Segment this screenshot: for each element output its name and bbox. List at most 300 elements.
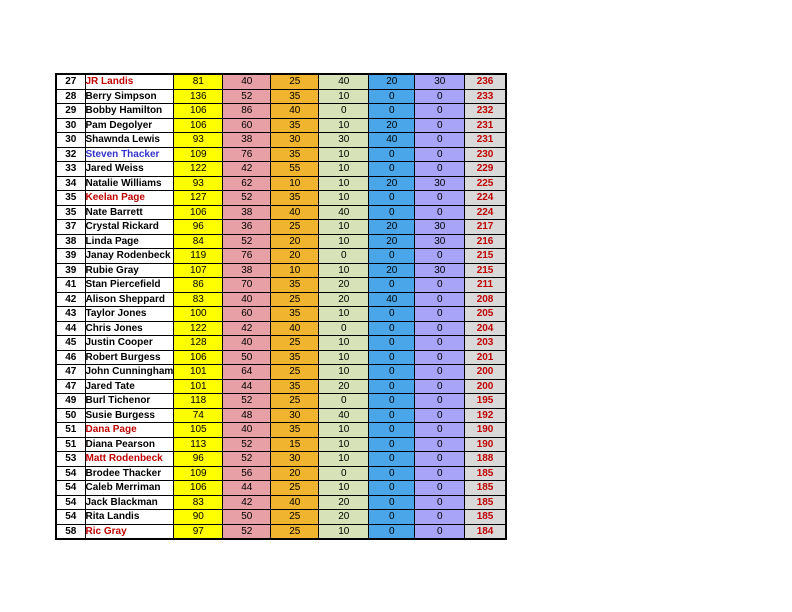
score-cell: 106	[174, 205, 223, 220]
score-cell: 122	[174, 162, 223, 177]
score-cell: 35	[271, 89, 319, 104]
rank-cell: 38	[56, 234, 85, 249]
score-cell: 25	[271, 292, 319, 307]
player-name-cell: Linda Page	[85, 234, 174, 249]
score-cell: 20	[319, 292, 369, 307]
total-cell: 233	[465, 89, 506, 104]
score-cell: 30	[271, 408, 319, 423]
score-cell: 0	[319, 394, 369, 409]
table-row	[56, 495, 506, 510]
rank-cell: 27	[56, 74, 85, 89]
rank-cell: 33	[56, 162, 85, 177]
score-cell: 36	[223, 220, 271, 235]
score-cell: 0	[415, 104, 465, 119]
player-name-cell: Natalie Williams	[85, 176, 174, 191]
table-row	[56, 133, 506, 148]
score-cell: 0	[415, 307, 465, 322]
score-cell: 60	[223, 118, 271, 133]
score-cell: 0	[369, 510, 415, 525]
table-row	[56, 321, 506, 336]
player-name-cell: Pam Degolyer	[85, 118, 174, 133]
player-name-cell: Jack Blackman	[85, 495, 174, 510]
rank-cell: 37	[56, 220, 85, 235]
table-row	[56, 452, 506, 467]
table-row	[56, 394, 506, 409]
score-cell: 93	[174, 133, 223, 148]
table-row	[56, 466, 506, 481]
score-cell: 0	[415, 278, 465, 293]
score-cell: 20	[369, 263, 415, 278]
score-cell: 128	[174, 336, 223, 351]
rank-cell: 58	[56, 524, 85, 539]
score-cell: 0	[415, 321, 465, 336]
rank-cell: 51	[56, 437, 85, 452]
score-cell: 0	[369, 437, 415, 452]
score-cell: 10	[319, 234, 369, 249]
player-name-cell: Brodee Thacker	[85, 466, 174, 481]
score-cell: 0	[369, 249, 415, 264]
score-cell: 40	[223, 423, 271, 438]
table-row	[56, 205, 506, 220]
total-cell: 231	[465, 118, 506, 133]
score-cell: 42	[223, 495, 271, 510]
total-cell: 232	[465, 104, 506, 119]
total-cell: 188	[465, 452, 506, 467]
score-cell: 30	[415, 176, 465, 191]
rank-cell: 47	[56, 379, 85, 394]
rank-cell: 29	[56, 104, 85, 119]
score-cell: 81	[174, 74, 223, 89]
score-cell: 0	[369, 321, 415, 336]
score-cell: 0	[319, 104, 369, 119]
score-cell: 0	[369, 466, 415, 481]
score-cell: 55	[271, 162, 319, 177]
score-cell: 40	[271, 495, 319, 510]
score-cell: 10	[319, 336, 369, 351]
score-cell: 74	[174, 408, 223, 423]
score-cell: 20	[369, 74, 415, 89]
player-name-cell: Ric Gray	[85, 524, 174, 539]
rank-cell: 45	[56, 336, 85, 351]
player-name-cell: John Cunningham	[85, 366, 174, 378]
score-cell: 44	[223, 481, 271, 496]
score-cell: 25	[271, 336, 319, 351]
score-cell: 0	[319, 466, 369, 481]
table-row	[56, 249, 506, 264]
total-cell: 230	[465, 147, 506, 162]
total-cell: 203	[465, 336, 506, 351]
score-cell: 0	[319, 249, 369, 264]
score-cell: 101	[174, 365, 223, 380]
score-cell: 0	[415, 510, 465, 525]
score-cell: 0	[369, 495, 415, 510]
score-cell: 0	[369, 162, 415, 177]
score-cell: 48	[223, 408, 271, 423]
table-row	[56, 176, 506, 191]
score-cell: 25	[271, 365, 319, 380]
rank-cell: 49	[56, 394, 85, 409]
player-name-cell: Steven Thacker	[85, 147, 174, 162]
score-cell: 0	[415, 147, 465, 162]
rank-cell: 50	[56, 408, 85, 423]
rank-cell: 34	[56, 176, 85, 191]
score-cell: 30	[415, 220, 465, 235]
player-name-cell: Diana Pearson	[85, 437, 174, 452]
score-cell: 30	[415, 234, 465, 249]
score-cell: 40	[319, 74, 369, 89]
score-cell: 86	[174, 278, 223, 293]
score-cell: 0	[369, 336, 415, 351]
score-cell: 0	[415, 524, 465, 539]
score-cell: 40	[223, 292, 271, 307]
score-cell: 25	[271, 394, 319, 409]
score-cell: 106	[174, 118, 223, 133]
total-cell: 215	[465, 263, 506, 278]
score-cell: 35	[271, 118, 319, 133]
score-cell: 0	[369, 524, 415, 539]
score-cell: 96	[174, 220, 223, 235]
score-cell: 30	[271, 133, 319, 148]
player-name-cell: Robert Burgess	[85, 350, 174, 365]
score-cell: 0	[369, 147, 415, 162]
score-cell: 15	[271, 437, 319, 452]
score-cell: 0	[415, 394, 465, 409]
player-name-cell: Jared Weiss	[85, 162, 174, 177]
score-cell: 10	[319, 307, 369, 322]
score-cell: 0	[369, 89, 415, 104]
score-cell: 97	[174, 524, 223, 539]
score-cell: 10	[319, 263, 369, 278]
total-cell: 204	[465, 321, 506, 336]
score-cell: 0	[369, 481, 415, 496]
total-cell: 225	[465, 176, 506, 191]
score-cell: 10	[319, 162, 369, 177]
score-cell: 107	[174, 263, 223, 278]
total-cell: 215	[465, 249, 506, 264]
score-cell: 0	[369, 452, 415, 467]
score-cell: 122	[174, 321, 223, 336]
table-row	[56, 307, 506, 322]
score-cell: 20	[369, 118, 415, 133]
score-cell: 60	[223, 307, 271, 322]
rank-cell: 39	[56, 249, 85, 264]
player-name-cell: Rita Landis	[85, 510, 174, 525]
score-cell: 0	[369, 278, 415, 293]
score-cell: 30	[415, 263, 465, 278]
score-cell: 83	[174, 495, 223, 510]
score-cell: 10	[319, 191, 369, 206]
score-cell: 20	[369, 234, 415, 249]
table-row	[56, 379, 506, 394]
total-cell: 231	[465, 133, 506, 148]
rank-cell: 53	[56, 452, 85, 467]
score-cell: 109	[174, 147, 223, 162]
score-cell: 25	[271, 220, 319, 235]
score-cell: 0	[369, 205, 415, 220]
total-cell: 205	[465, 307, 506, 322]
table-row	[56, 524, 506, 539]
score-cell: 0	[415, 162, 465, 177]
rank-cell: 39	[56, 263, 85, 278]
player-name-cell: Berry Simpson	[85, 89, 174, 104]
score-cell: 0	[415, 118, 465, 133]
score-cell: 50	[223, 510, 271, 525]
total-cell: 216	[465, 234, 506, 249]
score-cell: 56	[223, 466, 271, 481]
score-cell: 40	[271, 321, 319, 336]
total-cell: 184	[465, 524, 506, 539]
score-cell: 0	[415, 495, 465, 510]
rank-cell: 35	[56, 191, 85, 206]
score-cell: 0	[415, 191, 465, 206]
score-cell: 10	[319, 350, 369, 365]
score-cell: 25	[271, 74, 319, 89]
score-cell: 0	[319, 321, 369, 336]
table-row	[56, 234, 506, 249]
score-cell: 42	[223, 162, 271, 177]
score-cell: 119	[174, 249, 223, 264]
score-cell: 35	[271, 191, 319, 206]
player-name-cell: Janay Rodenbeck	[85, 249, 174, 264]
standings-table	[55, 73, 507, 540]
table-row	[56, 437, 506, 452]
player-name-cell: Matt Rodenbeck	[85, 452, 174, 467]
score-cell: 30	[415, 74, 465, 89]
table-row	[56, 162, 506, 177]
score-cell: 127	[174, 191, 223, 206]
total-cell: 190	[465, 423, 506, 438]
total-cell: 192	[465, 408, 506, 423]
score-cell: 10	[271, 263, 319, 278]
score-cell: 20	[319, 278, 369, 293]
score-cell: 0	[369, 408, 415, 423]
score-cell: 83	[174, 292, 223, 307]
score-cell: 93	[174, 176, 223, 191]
table-row	[56, 191, 506, 206]
score-cell: 10	[319, 89, 369, 104]
score-cell: 0	[415, 466, 465, 481]
score-cell: 30	[271, 452, 319, 467]
score-cell: 35	[271, 147, 319, 162]
score-cell: 30	[319, 133, 369, 148]
score-cell: 25	[271, 510, 319, 525]
standings-body	[56, 74, 506, 539]
score-cell: 0	[369, 350, 415, 365]
player-name-cell: Rubie Gray	[85, 263, 174, 278]
total-cell: 190	[465, 437, 506, 452]
score-cell: 52	[223, 394, 271, 409]
score-cell: 62	[223, 176, 271, 191]
score-cell: 0	[415, 249, 465, 264]
score-cell: 10	[319, 423, 369, 438]
rank-cell: 54	[56, 510, 85, 525]
rank-cell: 43	[56, 307, 85, 322]
player-name-cell: JR Landis	[85, 74, 174, 89]
score-cell: 105	[174, 423, 223, 438]
score-cell: 106	[174, 104, 223, 119]
score-cell: 52	[223, 191, 271, 206]
score-cell: 106	[174, 481, 223, 496]
score-cell: 101	[174, 379, 223, 394]
score-cell: 118	[174, 394, 223, 409]
score-cell: 20	[319, 495, 369, 510]
score-cell: 70	[223, 278, 271, 293]
score-cell: 40	[223, 336, 271, 351]
score-cell: 0	[415, 452, 465, 467]
player-name-cell: Justin Cooper	[85, 336, 174, 351]
score-cell: 0	[415, 437, 465, 452]
score-cell: 35	[271, 379, 319, 394]
rank-cell: 46	[56, 350, 85, 365]
score-cell: 38	[223, 263, 271, 278]
score-cell: 35	[271, 423, 319, 438]
score-cell: 113	[174, 437, 223, 452]
score-cell: 52	[223, 89, 271, 104]
player-name-cell: Burl Tichenor	[85, 394, 174, 409]
score-cell: 76	[223, 249, 271, 264]
total-cell: 185	[465, 495, 506, 510]
table-row	[56, 292, 506, 307]
total-cell: 229	[465, 162, 506, 177]
score-cell: 40	[319, 205, 369, 220]
score-cell: 90	[174, 510, 223, 525]
player-name-cell: Taylor Jones	[85, 307, 174, 322]
score-cell: 40	[271, 205, 319, 220]
score-cell: 40	[271, 104, 319, 119]
rank-cell: 54	[56, 466, 85, 481]
score-cell: 40	[223, 74, 271, 89]
score-cell: 20	[319, 510, 369, 525]
rank-cell: 30	[56, 133, 85, 148]
total-cell: 195	[465, 394, 506, 409]
score-cell: 20	[271, 234, 319, 249]
score-cell: 20	[319, 379, 369, 394]
score-cell: 40	[319, 408, 369, 423]
player-name-cell: Shawnda Lewis	[85, 133, 174, 148]
score-cell: 0	[369, 379, 415, 394]
player-name-cell: Caleb Merriman	[85, 481, 174, 496]
rank-cell: 42	[56, 292, 85, 307]
score-cell: 10	[319, 176, 369, 191]
total-cell: 201	[465, 350, 506, 365]
player-name-cell: Dana Page	[85, 423, 174, 438]
score-cell: 10	[319, 452, 369, 467]
score-cell: 0	[415, 408, 465, 423]
table-row	[56, 350, 506, 365]
score-cell: 35	[271, 307, 319, 322]
total-cell: 224	[465, 205, 506, 220]
player-name-cell: Stan Piercefield	[85, 278, 174, 293]
score-cell: 109	[174, 466, 223, 481]
score-cell: 0	[369, 365, 415, 380]
total-cell: 217	[465, 220, 506, 235]
score-cell: 20	[271, 466, 319, 481]
rank-cell: 51	[56, 423, 85, 438]
score-cell: 0	[415, 133, 465, 148]
total-cell: 200	[465, 379, 506, 394]
score-cell: 100	[174, 307, 223, 322]
score-cell: 0	[415, 481, 465, 496]
score-cell: 64	[223, 365, 271, 380]
score-cell: 44	[223, 379, 271, 394]
score-cell: 20	[369, 220, 415, 235]
score-cell: 35	[271, 278, 319, 293]
score-cell: 0	[415, 205, 465, 220]
player-name-cell: Bobby Hamilton	[85, 104, 174, 119]
score-cell: 10	[319, 147, 369, 162]
score-cell: 106	[174, 350, 223, 365]
rank-cell: 54	[56, 481, 85, 496]
rank-cell: 28	[56, 89, 85, 104]
score-cell: 25	[271, 481, 319, 496]
player-name-cell: Susie Burgess	[85, 408, 174, 423]
total-cell: 236	[465, 74, 506, 89]
score-cell: 40	[369, 292, 415, 307]
total-cell: 200	[465, 365, 506, 380]
score-cell: 52	[223, 437, 271, 452]
score-cell: 42	[223, 321, 271, 336]
score-cell: 0	[415, 89, 465, 104]
score-cell: 96	[174, 452, 223, 467]
score-cell: 10	[319, 524, 369, 539]
total-cell: 185	[465, 481, 506, 496]
score-cell: 86	[223, 104, 271, 119]
score-cell: 0	[415, 365, 465, 380]
total-cell: 185	[465, 510, 506, 525]
score-cell: 10	[319, 365, 369, 380]
score-cell: 84	[174, 234, 223, 249]
rank-cell: 47	[56, 365, 85, 380]
table-row	[56, 408, 506, 423]
table-row	[56, 336, 506, 351]
score-cell: 0	[415, 292, 465, 307]
table-row	[56, 118, 506, 133]
score-cell: 10	[319, 437, 369, 452]
table-row	[56, 220, 506, 235]
score-cell: 52	[223, 234, 271, 249]
score-cell: 0	[369, 394, 415, 409]
score-cell: 0	[369, 104, 415, 119]
total-cell: 208	[465, 292, 506, 307]
total-cell: 211	[465, 278, 506, 293]
score-cell: 0	[369, 191, 415, 206]
score-cell: 0	[415, 423, 465, 438]
score-cell: 35	[271, 350, 319, 365]
score-cell: 10	[319, 118, 369, 133]
score-cell: 38	[223, 133, 271, 148]
rank-cell: 54	[56, 495, 85, 510]
table-row	[56, 263, 506, 278]
table-row	[56, 278, 506, 293]
table-row	[56, 510, 506, 525]
score-cell: 0	[415, 336, 465, 351]
rank-cell: 35	[56, 205, 85, 220]
table-row	[56, 104, 506, 119]
total-cell: 185	[465, 466, 506, 481]
player-name-cell: Jared Tate	[85, 379, 174, 394]
player-name-cell: Chris Jones	[85, 321, 174, 336]
score-cell: 0	[415, 379, 465, 394]
player-name-cell: Crystal Rickard	[85, 220, 174, 235]
table-row	[56, 423, 506, 438]
score-cell: 52	[223, 524, 271, 539]
table-row	[56, 74, 506, 89]
table-row	[56, 481, 506, 496]
score-cell: 38	[223, 205, 271, 220]
rank-cell: 30	[56, 118, 85, 133]
player-name-cell: Keelan Page	[85, 191, 174, 206]
player-name-cell: Alison Sheppard	[85, 292, 174, 307]
